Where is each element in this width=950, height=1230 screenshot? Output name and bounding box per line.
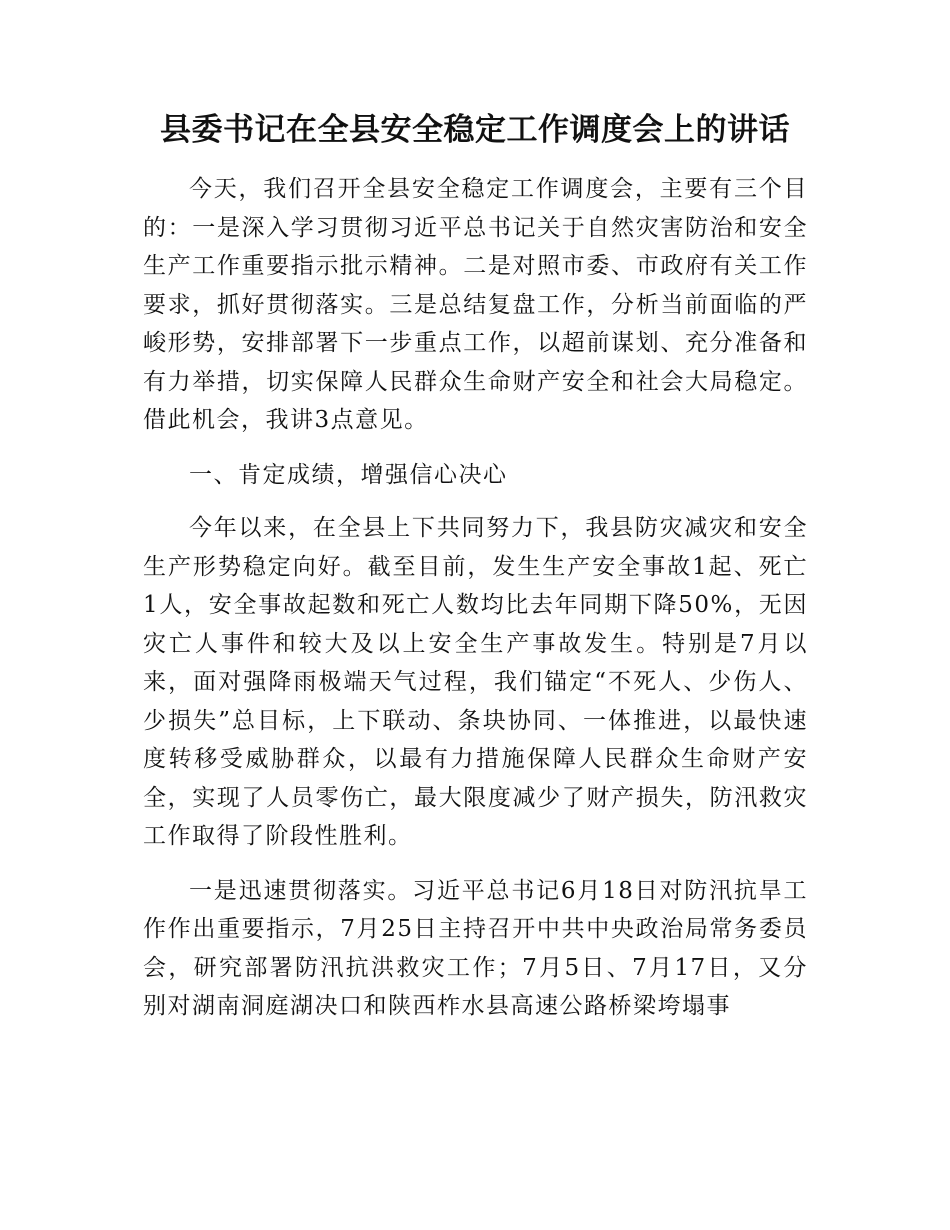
achievements-paragraph: 今年以来，在全县上下共同努力下，我县防灾减灾和安全生产形势稳定向好。截至目前，发生生产安全事故1起、死亡1人，安全事故起数和死亡人数均比去年同期下降50%，无因灾亡人事件和较大及以上安全生产事故发生。特别是7月以来，面对强降雨极端天气过程，我们锚定“不死人、少伤人、少损失”总目标，上下联动、条块协同、一体推进，以最快速度转移受威胁群众，以最有力措施保障人民群众生命财产安全，实现了人员零伤亡，最大限度减少了财产损失，防汛救灾工作取得了阶段性胜利。 <box>143 515 808 849</box>
document-body <box>143 170 808 1026</box>
section-heading: 一、肯定成绩，增强信心决心 <box>189 461 508 488</box>
document-title: 县委书记在全县安全稳定工作调度会上的讲话 <box>160 112 790 148</box>
implementation-paragraph: 一是迅速贯彻落实。习近平总书记6月18日对防汛抗旱工作作出重要指示，7月25日主持召开中共中央政治局常务委员会，研究部署防汛抗洪救灾工作；7月5日、7月17日，又分别对湖南洞庭湖决口和陕西柞水县高速公路桥梁垮塌事 <box>143 877 808 1019</box>
intro-paragraph: 今天，我们召开全县安全稳定工作调度会，主要有三个目的：一是深入学习贯彻习近平总书记关于自然灾害防治和安全生产工作重要指示批示精神。二是对照市委、市政府有关工作要求，抓好贯彻落实。三是总结复盘工作，分析当前面临的严峻形势，安排部署下一步重点工作，以超前谋划、充分准备和有力举措，切实保障人民群众生命财产安全和社会大局稳定。借此机会，我讲3点意见。 <box>143 176 808 433</box>
